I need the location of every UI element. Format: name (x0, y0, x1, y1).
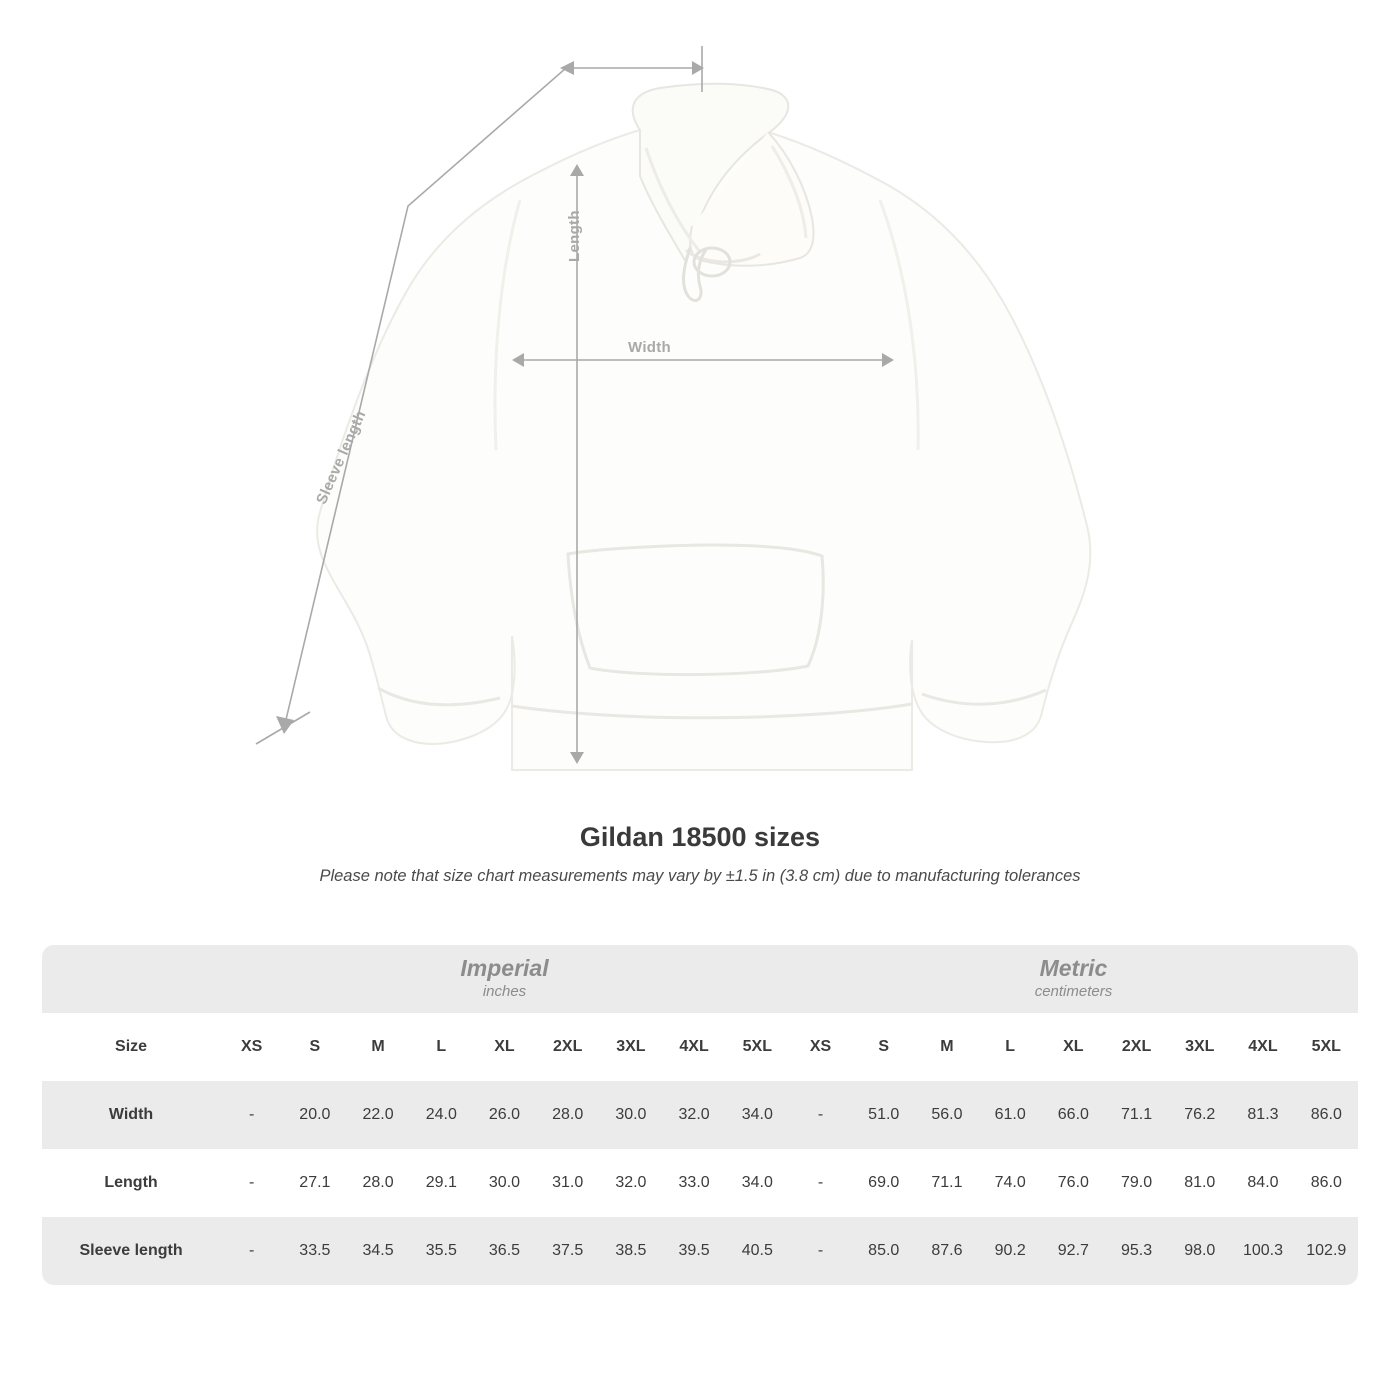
length-metric-5xl: 86.0 (1295, 1149, 1358, 1217)
metric-unit-name: Metric (1039, 954, 1108, 981)
size-table-wrapper (42, 945, 1358, 1285)
row-label-sleeve-length: Sleeve length (42, 1217, 220, 1285)
length-metric-xl: 76.0 (1042, 1149, 1105, 1217)
length-dimension-label: Length (566, 210, 583, 262)
size-header-metric-3xl: 3XL (1168, 1013, 1231, 1081)
page-title: Gildan 18500 sizes (579, 822, 821, 852)
size-header-imperial-5xl: 5XL (726, 1013, 789, 1081)
sleeve-imperial-l: 35.5 (410, 1217, 473, 1285)
width-metric-xl: 66.0 (1042, 1081, 1105, 1149)
size-header-metric-xs: XS (789, 1013, 852, 1081)
size-header-imperial-4xl: 4XL (662, 1013, 725, 1081)
sleeve-metric-2xl: 95.3 (1105, 1217, 1168, 1285)
length-imperial-m: 28.0 (346, 1149, 409, 1217)
width-metric-m: 56.0 (915, 1081, 978, 1149)
title-block (0, 822, 1400, 886)
width-imperial-4xl: 32.0 (662, 1081, 725, 1149)
sleeve-imperial-2xl: 37.5 (536, 1217, 599, 1285)
length-imperial-xl: 30.0 (473, 1149, 536, 1217)
length-metric-3xl: 81.0 (1168, 1149, 1231, 1217)
sleeve-imperial-s: 33.5 (283, 1217, 346, 1285)
width-metric-5xl: 86.0 (1295, 1081, 1358, 1149)
width-imperial-5xl: 34.0 (726, 1081, 789, 1149)
width-metric-s: 51.0 (852, 1081, 915, 1149)
length-metric-l: 74.0 (979, 1149, 1042, 1217)
length-imperial-5xl: 34.0 (726, 1149, 789, 1217)
sleeve-metric-xs: - (789, 1217, 852, 1285)
size-header-imperial-m: M (346, 1013, 409, 1081)
size-header-metric-s: S (852, 1013, 915, 1081)
sleeve-imperial-4xl: 39.5 (662, 1217, 725, 1285)
width-metric-xs: - (789, 1081, 852, 1149)
sleeve-metric-4xl: 100.3 (1231, 1217, 1294, 1285)
size-header-metric-2xl: 2XL (1105, 1013, 1168, 1081)
size-header-metric-l: L (979, 1013, 1042, 1081)
length-metric-s: 69.0 (852, 1149, 915, 1217)
sleeve-metric-m: 87.6 (915, 1217, 978, 1285)
width-metric-l: 61.0 (979, 1081, 1042, 1149)
size-header-label: Size (42, 1013, 220, 1081)
length-metric-4xl: 84.0 (1231, 1149, 1294, 1217)
imperial-unit-sub: inches (482, 982, 527, 1000)
length-imperial-xs: - (220, 1149, 283, 1217)
size-table (42, 945, 1358, 1285)
size-header-metric-4xl: 4XL (1231, 1013, 1294, 1081)
length-imperial-2xl: 31.0 (536, 1149, 599, 1217)
sleeve-imperial-3xl: 38.5 (599, 1217, 662, 1285)
sleeve-metric-l: 90.2 (979, 1217, 1042, 1285)
length-imperial-4xl: 33.0 (662, 1149, 725, 1217)
row-label-width: Width (42, 1081, 220, 1149)
imperial-unit-name: Imperial (460, 954, 549, 981)
sleeve-imperial-5xl: 40.5 (726, 1217, 789, 1285)
sleeve-imperial-xs: - (220, 1217, 283, 1285)
sleeve-imperial-m: 34.5 (346, 1217, 409, 1285)
width-imperial-3xl: 30.0 (599, 1081, 662, 1149)
size-header-imperial-3xl: 3XL (599, 1013, 662, 1081)
length-imperial-3xl: 32.0 (599, 1149, 662, 1217)
metric-unit-cell (789, 945, 1358, 1013)
width-metric-4xl: 81.3 (1231, 1081, 1294, 1149)
sleeve-metric-s: 85.0 (852, 1217, 915, 1285)
width-imperial-2xl: 28.0 (536, 1081, 599, 1149)
size-header-imperial-s: S (283, 1013, 346, 1081)
sleeve-imperial-xl: 36.5 (473, 1217, 536, 1285)
sleeve-metric-5xl: 102.9 (1295, 1217, 1358, 1285)
sleeve-length-dimension-label: Sleeve length (313, 408, 370, 507)
size-header-metric-xl: XL (1042, 1013, 1105, 1081)
length-imperial-s: 27.1 (283, 1149, 346, 1217)
size-header-imperial-2xl: 2XL (536, 1013, 599, 1081)
row-label-length: Length (42, 1149, 220, 1217)
length-metric-xs: - (789, 1149, 852, 1217)
hoodie-shape (317, 84, 1090, 770)
length-metric-2xl: 79.0 (1105, 1149, 1168, 1217)
width-imperial-m: 22.0 (346, 1081, 409, 1149)
table-row (42, 1149, 1358, 1217)
size-header-imperial-xs: XS (220, 1013, 283, 1081)
unit-header-row (42, 945, 1358, 1013)
length-metric-m: 71.1 (915, 1149, 978, 1217)
sleeve-metric-xl: 92.7 (1042, 1217, 1105, 1285)
table-row (42, 1217, 1358, 1285)
width-metric-2xl: 71.1 (1105, 1081, 1168, 1149)
size-header-metric-m: M (915, 1013, 978, 1081)
width-imperial-l: 24.0 (410, 1081, 473, 1149)
imperial-unit-cell (220, 945, 789, 1013)
tolerance-note: Please note that size chart measurements may vary by ±1.5 in (3.8 cm) due to manufacturing tolerances (319, 867, 1081, 885)
width-dimension-label: Width (628, 339, 672, 356)
sleeve-metric-3xl: 98.0 (1168, 1217, 1231, 1285)
size-header-imperial-xl: XL (473, 1013, 536, 1081)
width-imperial-s: 20.0 (283, 1081, 346, 1149)
width-imperial-xl: 26.0 (473, 1081, 536, 1149)
width-imperial-xs: - (220, 1081, 283, 1149)
size-header-row (42, 1013, 1358, 1081)
table-row (42, 1081, 1358, 1149)
size-header-metric-5xl: 5XL (1295, 1013, 1358, 1081)
width-metric-3xl: 76.2 (1168, 1081, 1231, 1149)
unit-corner-cell (42, 945, 220, 1013)
metric-unit-sub: centimeters (1034, 982, 1113, 1000)
size-header-imperial-l: L (410, 1013, 473, 1081)
length-imperial-l: 29.1 (410, 1149, 473, 1217)
